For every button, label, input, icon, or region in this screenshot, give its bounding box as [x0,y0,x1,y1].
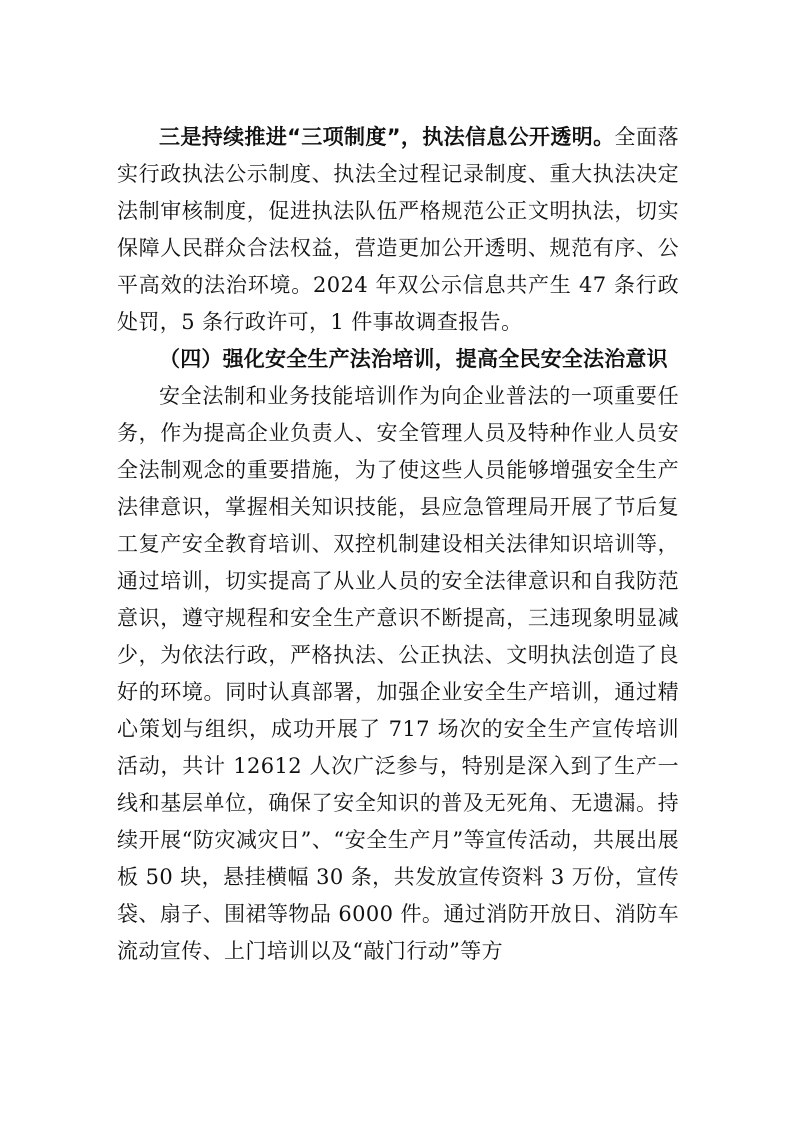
paragraph-lead-sentence: 三是持续推进“三项制度”，执法信息公开透明。 [159,125,615,149]
section-heading: （四）强化安全生产法治培训，提高全民安全法治意识 [159,347,668,371]
paragraph-three-systems [117,119,679,341]
paragraph-safety-training: 安全法制和业务技能培训作为向企业普法的一项重要任务，作为提高企业负责人、安全管理人员及特种作业人员安全法制观念的重要措施，为了使这些人员能够增强安全生产法律意识，掌握相关知识技能，县应急管理局开展了节后复工复产安全教育培训、双控机制建设相关法律知识培训等，通过培训，切实提高了从业人员的安全法律意识和自我防范意识，遵守规程和安全生产意识不断提高，三违现象明显减少，为依法行政，严格执法、公正执法、文明执法创造了良好的环境。同时认真部署，加强企业安全生产培训，通过精心策划与组织，成功开展了 717 场次的安全生产宣传培训活动，共计 12612 人次广泛参与，特别是深入到了生产一线和基层单位，确保了安全知识的普及无死角、无遗漏。持续开展“防灾减灾日”、“安全生产月”等宣传活动，共展出展板 50 块，悬挂横幅 30 条，共发放宣传资料 3 万份，宣传袋、扇子、围裙等物品 6000 件。通过消防开放日、消防车流动宣传、上门培训以及“敲门行动”等方 [117,384,679,963]
paragraph-body-text: 全面落实行政执法公示制度、执法全过程记录制度、重大执法决定法制审核制度，促进执法队伍严格规范公正文明执法，切实保障人民群众合法权益，营造更加公开透明、规范有序、公平高效的法治环境。2024 年双公示信息共产生 47 条行政处罚，5 条行政许可，1 件事故调查报告。 [117,125,679,334]
